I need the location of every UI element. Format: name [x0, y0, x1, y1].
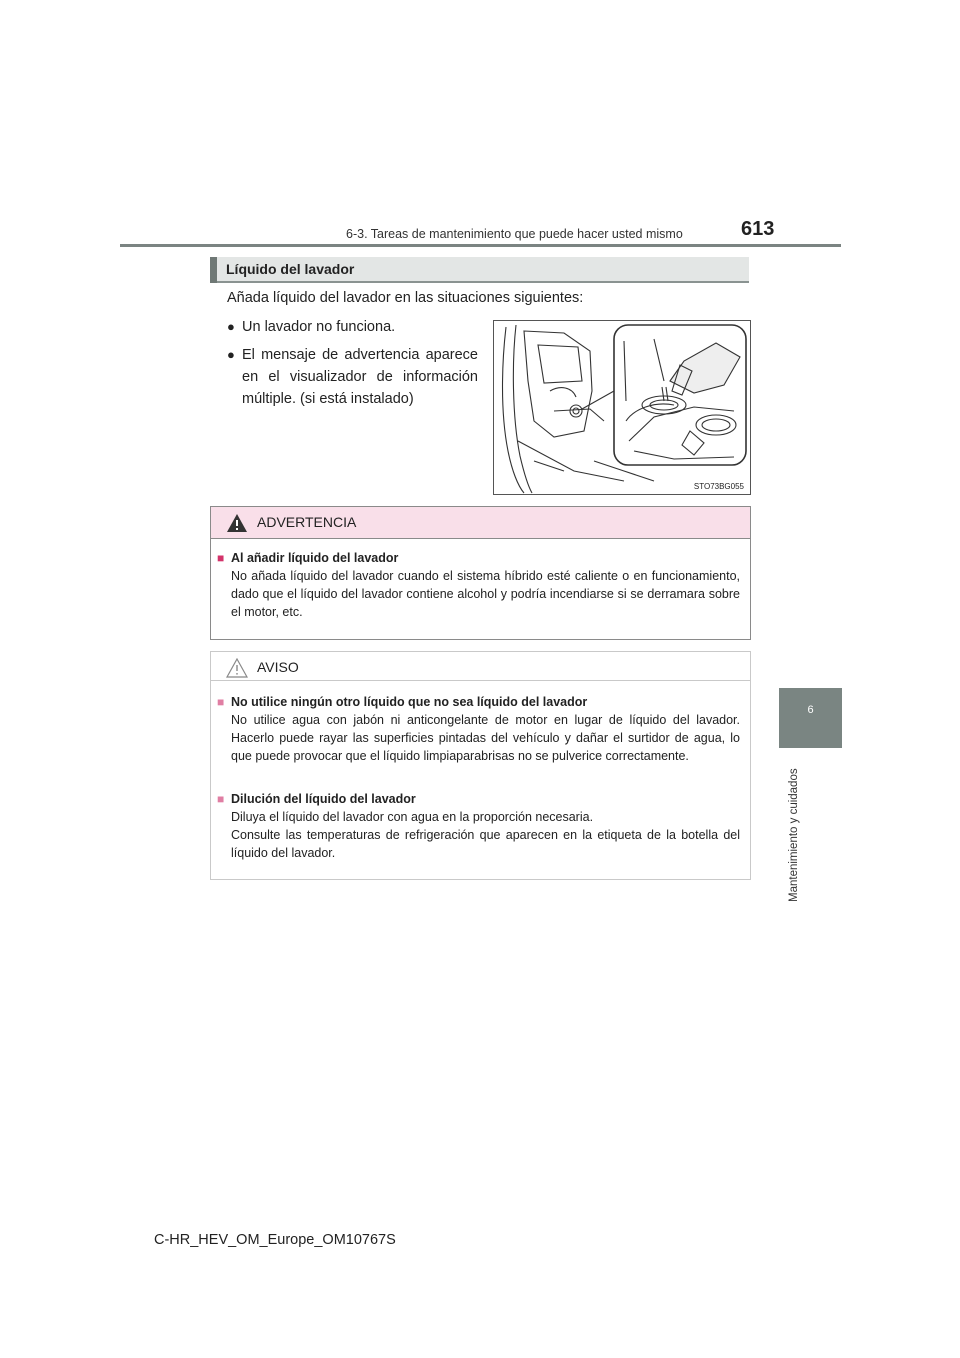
square-bullet-icon: ■ — [217, 551, 225, 565]
notice-heading: AVISO — [257, 659, 299, 675]
bullet-text: El mensaje de advertencia aparece en el visualizador de información múltiple. (si está instalado) — [242, 347, 478, 407]
document-code: C-HR_HEV_OM_Europe_OM10767S — [154, 1232, 396, 1248]
page-number: 613 — [741, 218, 775, 240]
chapter-side-label: Mantenimiento y cuidados — [788, 768, 800, 902]
section-title: Líquido del lavador — [226, 261, 355, 277]
notice-item-body: No utilice agua con jabón ni anticongelante de motor en lugar de líquido del lavador. Hacerlo puede rayar las superficies pintadas del vehículo y dañar el surtidor de agua, lo que puede provocar que el líquido limpiaparabrisas no se pulverice correctamente. — [231, 713, 740, 763]
chapter-tab-number: 6 — [807, 704, 814, 716]
notice-header — [211, 652, 750, 681]
notice-item — [217, 790, 740, 862]
square-bullet-icon: ■ — [217, 792, 225, 806]
section-intro: Añada líquido del lavador en las situaciones siguientes: — [227, 290, 584, 306]
chapter-tab — [779, 688, 842, 748]
warning-box — [210, 506, 751, 640]
caution-triangle-icon — [226, 658, 248, 678]
notice-item-body: Consulte las temperaturas de refrigeración que aparecen en la etiqueta de la botella del líquido del lavador. — [231, 828, 740, 860]
warning-triangle-icon — [226, 513, 248, 533]
warning-item — [217, 549, 740, 621]
warning-heading: ADVERTENCIA — [257, 514, 357, 530]
section-title-marker — [210, 257, 217, 283]
warning-header — [211, 507, 750, 539]
bullet-item — [227, 316, 478, 338]
warning-item-body: No añada líquido del lavador cuando el sistema híbrido esté caliente o en funcionamiento, dado que el líquido del lavador contiene alcohol y podría incendiarse si se derramara sobre el motor, etc. — [231, 569, 740, 619]
bullet-list — [227, 316, 478, 416]
notice-item — [217, 693, 740, 765]
notice-item-title: No utilice ningún otro líquido que no sea líquido del lavador — [231, 695, 588, 709]
notice-box — [210, 651, 751, 880]
section-title-bar — [210, 257, 749, 283]
running-header-section: 6-3. Tareas de mantenimiento que puede hacer usted mismo — [346, 227, 683, 241]
bullet-text: Un lavador no funciona. — [242, 319, 396, 335]
notice-item-title: Dilución del líquido del lavador — [231, 792, 416, 806]
bullet-item — [227, 344, 478, 410]
bullet-dot-icon: ● — [227, 347, 235, 362]
header-rule — [120, 244, 841, 247]
figure-code: STO73BG055 — [693, 482, 744, 491]
warning-item-title: Al añadir líquido del lavador — [231, 551, 399, 565]
washer-fluid-illustration — [493, 320, 751, 495]
bullet-dot-icon: ● — [227, 319, 235, 334]
engine-bay-drawing — [494, 321, 750, 494]
chapter-side-label-wrap — [786, 752, 808, 902]
notice-item-body: Diluya el líquido del lavador con agua en la proporción necesaria. — [231, 810, 594, 824]
square-bullet-icon: ■ — [217, 695, 225, 709]
